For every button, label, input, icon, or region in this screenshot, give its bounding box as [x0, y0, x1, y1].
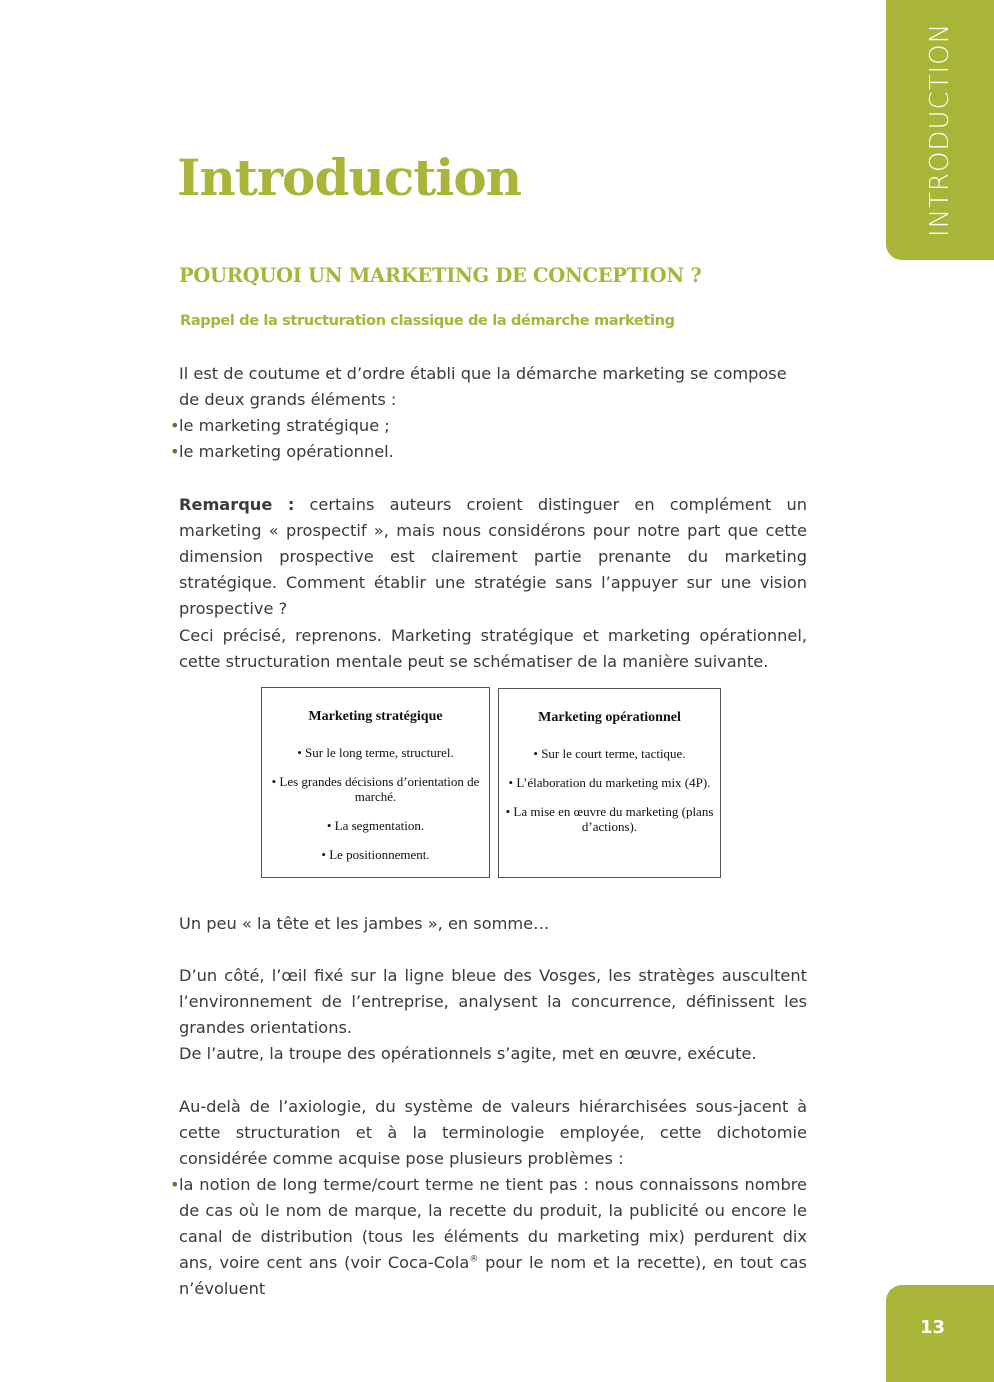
diagram-box-strategic	[261, 687, 490, 878]
paragraph-strategists	[179, 963, 807, 1067]
section-heading: POURQUOI UN MARKETING DE CONCEPTION ?	[179, 264, 702, 287]
diagram-box-item: • L’élaboration du marketing mix (4P).	[508, 775, 711, 790]
page-number-tab	[886, 1285, 994, 1382]
chapter-tab-label: INTRODUCTION	[925, 22, 955, 238]
diagram-box-title: Marketing stratégique	[308, 709, 443, 724]
diagram-box-item: • La segmentation.	[326, 818, 425, 833]
page-number: 13	[920, 1317, 946, 1338]
paragraph-problems	[170, 1094, 807, 1302]
bullet-item: • le marketing opérationnel.	[170, 442, 394, 461]
page-title: Introduction	[177, 148, 522, 207]
diagram-box-item: • Sur le court terme, tactique.	[533, 746, 686, 761]
remark-paragraph	[179, 492, 807, 622]
diagram-box-title: Marketing opérationnel	[538, 710, 681, 725]
paragraph-intro-text: Il est de coutume et d’ordre établi que la démarche marketing se compose de deux grands éléments :	[179, 364, 787, 409]
chapter-tab	[886, 0, 994, 260]
paragraph-line: De l’autre, la troupe des opérationnels s’agite, met en œuvre, exécute.	[179, 1044, 757, 1063]
diagram-box-item: • Sur le long terme, structurel.	[297, 745, 454, 760]
remark-label: Remarque :	[179, 495, 295, 514]
paragraph-problems-text: Au-delà de l’axiologie, du système de valeurs hiérarchisées sous-jacent à cette structuration et à la terminologie employée, cette dichotomie considérée comme acquise pose plusieurs problèmes :	[179, 1097, 807, 1168]
diagram-box-item: • Le positionnement.	[321, 847, 430, 862]
paragraph-schema-intro: Ceci précisé, reprenons. Marketing stratégique et marketing opérationnel, cette structuration mentale peut se schématiser de la manière suivante.	[179, 626, 807, 671]
paragraph-line: D’un côté, l’œil fixé sur la ligne bleue des Vosges, les stratèges auscultent l’environnement de l’entreprise, analysent la concurrence, définissent les grandes orientations.	[179, 966, 807, 1037]
sub-heading: Rappel de la structuration classique de la démarche marketing	[180, 312, 675, 329]
bullet-item: • la notion de long terme/court terme ne tient pas : nous connaissons nombre de cas où le nom de marque, la recette du produit, la publicité ou encore le canal de distribution (tous les éléments du marketing mix) perdurent dix ans, voire cent ans (voir Coca-Cola® pour le nom et la recette), en tout cas n’évoluent	[170, 1175, 807, 1298]
paragraph-head-legs: Un peu « la tête et les jambes », en somme…	[179, 914, 550, 933]
paragraph-intro	[170, 361, 807, 465]
diagram-box-item: • La mise en œuvre du marketing (plans d’actions).	[505, 804, 714, 834]
bullet-item: • le marketing stratégique ;	[170, 416, 390, 435]
remark-text: certains auteurs croient distinguer en complément un marketing « prospectif », mais nous considérons pour notre part que cette dimension prospective est clairement partie prenante du marketing stratégique. Comment établir une stratégie sans l’appuyer sur une vision prospective ?	[179, 495, 807, 618]
diagram-box-operational	[498, 688, 721, 878]
diagram-box-item: • Les grandes décisions d’orientation de marché.	[271, 774, 480, 804]
